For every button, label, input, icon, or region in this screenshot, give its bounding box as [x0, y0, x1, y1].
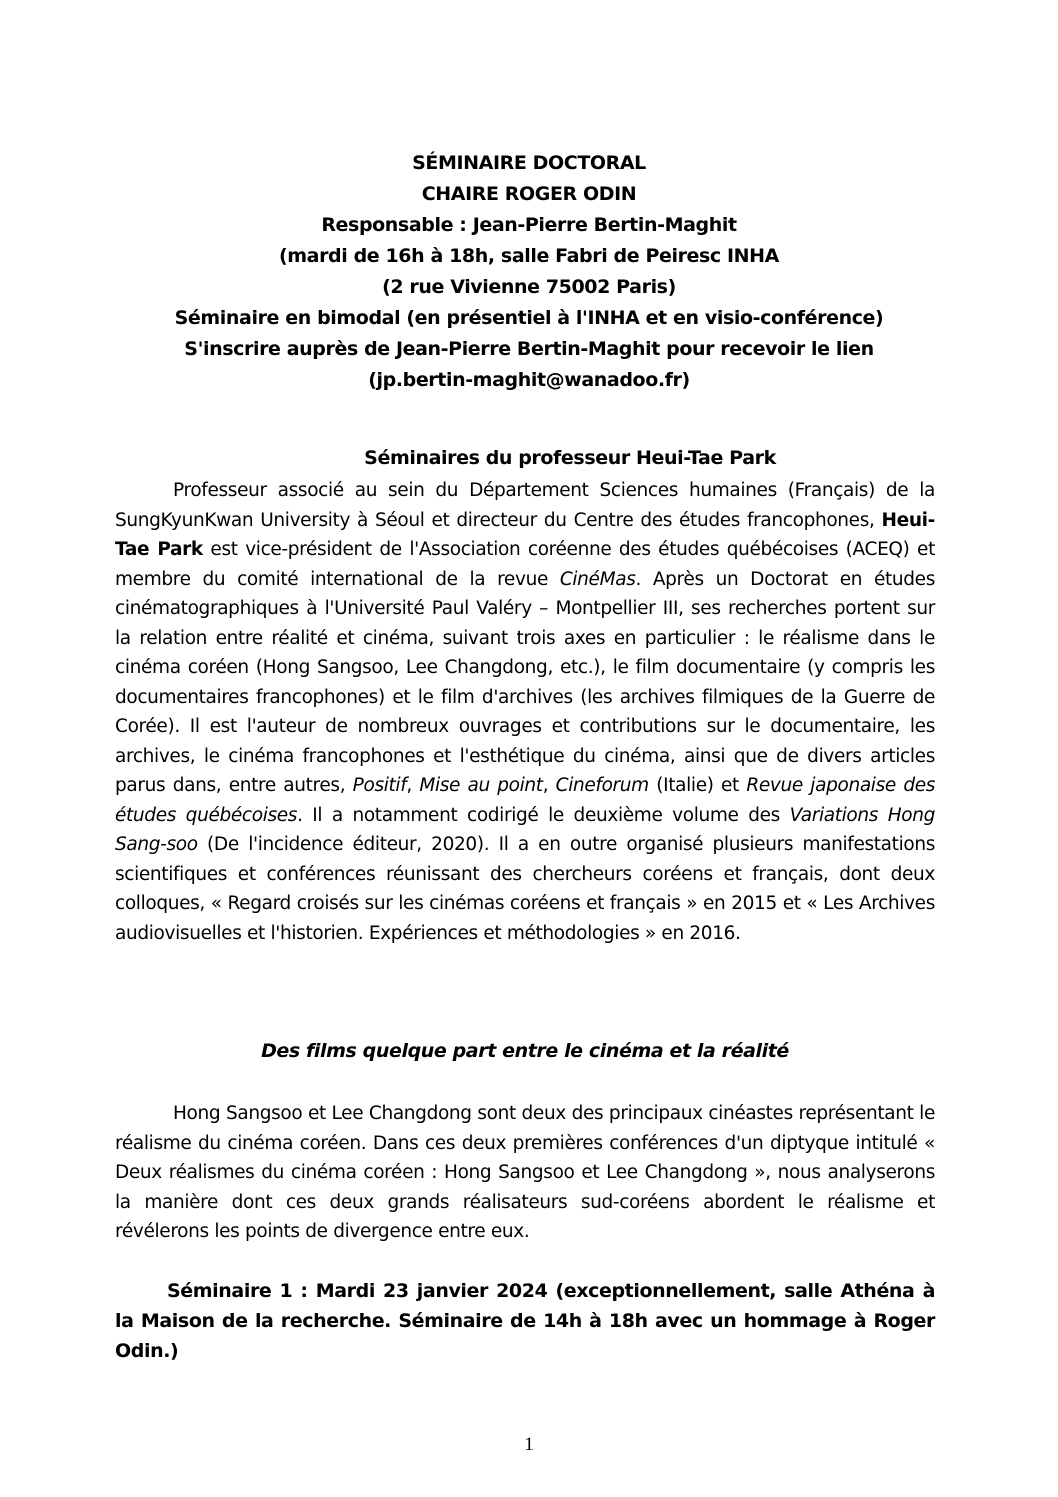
bio-journal-cinemas: CinéMas — [559, 568, 636, 590]
bio-text-3: . Après un Doctorat en études cinématographiques à l'Université Paul Valéry – Montpellier III, ses recherches portent sur la relation entre réalité et cinéma, suivant trois axes en particulier : le réalisme dans le cinéma coréen (Hong Sangsoo, Lee Changdong, etc.), le film documentaire (y compris les documentaires francophones) et le film d'archives (les archives filmiques de la Guerre de Corée). Il est l'auteur de nombreux ouvrages et contributions sur le documentaire, les archives, le cinéma francophones et l'esthétique du cinéma, ainsi que de divers articles parus dans, entre autres, — [115, 568, 935, 796]
seminar-1-heading — [115, 1276, 935, 1366]
intro-paragraph — [115, 1099, 935, 1247]
bio-separator-2: , — [542, 775, 556, 796]
seminar-1-text: Séminaire 1 : Mardi 23 janvier 2024 (exceptionnellement, salle Athéna à la Maison de la recherche. Séminaire de 14h à 18h avec un hommage à Roger Odin.) — [115, 1280, 935, 1362]
seminar-header — [120, 148, 938, 396]
bio-book-variations: Variations Hong Sang-soo — [115, 804, 936, 855]
bio-journal-revue-japonaise: Revue japonaise des études québécoises — [115, 775, 936, 826]
header-mode: Séminaire en bimodal (en présentiel à l'INHA et en visio-conférence) — [174, 307, 884, 329]
intro-text: Hong Sangsoo et Lee Changdong sont deux des principaux cinéastes représentant le réalisme du cinéma coréen. Dans ces deux premières conférences d'un diptyque intitulé « Deux réalismes du cinéma coréen : Hong Sangsoo et Lee Changdong », nous analyserons la manière dont ces deux grands réalisateurs sud-coréens abordent le réalisme et révélerons les points de divergence entre eux. — [115, 1103, 935, 1242]
header-address: (2 rue Vivienne 75002 Paris) — [382, 276, 676, 298]
bio-journal-mise-au-point: Mise au point — [419, 775, 543, 796]
bio-journal-positif: Positif — [352, 775, 407, 796]
bio-text-6: (De l'incidence éditeur, 2020). Il a en outre organisé plusieurs manifestations scientifiques et conférences réunissant des chercheurs coréens et français, dont deux colloques, « Regard croisés sur les cinémas coréens et français » en 2015 et « Les Archives audiovisuelles et l'historien. Expériences et méthodologies » en 2016. — [115, 834, 935, 944]
section-title: Séminaires du professeur Heui-Tae Park — [364, 447, 776, 469]
header-title: SÉMINAIRE DOCTORAL — [412, 152, 646, 174]
bio-paragraph — [115, 476, 935, 948]
header-email: (jp.bertin-maghit@wanadoo.fr) — [368, 369, 690, 391]
bio-name: Heui-Tae Park — [115, 509, 935, 560]
header-chair: CHAIRE ROGER ODIN — [421, 183, 637, 205]
header-registration: S'inscrire auprès de Jean-Pierre Bertin-Maghit pour recevoir le lien — [184, 338, 874, 360]
bio-separator-1: , — [406, 775, 420, 796]
page-number: 1 — [524, 1434, 534, 1455]
bio-text-4: (Italie) et — [648, 775, 747, 796]
bio-text-2: est vice-président de l'Association coréenne des études québécoises (ACEQ) et membre du comité international de la revue — [115, 539, 935, 590]
bio-journal-cineforum: Cineforum — [555, 775, 649, 796]
subsection-title: Des films quelque part entre le cinéma et la réalité — [261, 1040, 789, 1062]
bio-text-1: Professeur associé au sein du Département Sciences humaines (Français) de la SungKyunKwan University à Séoul et directeur du Centre des études francophones, — [115, 480, 935, 531]
header-schedule: (mardi de 16h à 18h, salle Fabri de Peiresc INHA — [278, 245, 779, 267]
bio-text-5: . Il a notamment codirigé le deuxième volume des — [297, 804, 790, 826]
header-responsible: Responsable : Jean-Pierre Bertin-Maghit — [321, 214, 737, 236]
